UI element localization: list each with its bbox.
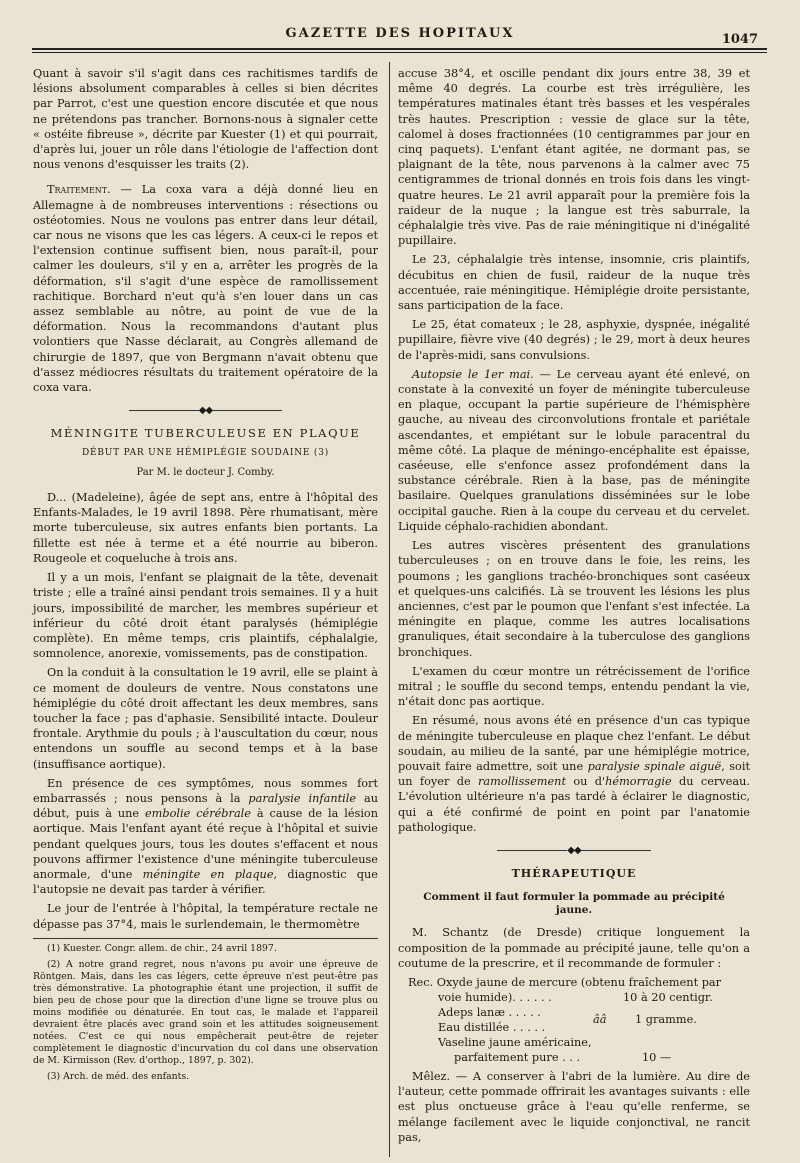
left-column: [33, 66, 378, 1087]
rx-amount: 1 gramme.: [635, 1012, 697, 1026]
text-run: En résumé, nous avons été en présence d'un cas typique de méningite tuberculeuse en plaque chez l'enfant. Le début soudain, au milieu de la santé, par une hémiplégie motrice, pouvait faire admettre, soit une: [398, 714, 750, 773]
header-rule-thick: [32, 48, 767, 50]
section-lead: Traitement.: [47, 183, 111, 197]
article-subtitle: DÉBUT PAR UNE HÉMIPLÉGIE SOUDAINE (3): [81, 447, 330, 458]
paragraph-resume: [398, 713, 750, 835]
paragraph-text: — Le cerveau ayant été enlevé, on constate à la convexité un foyer de méningite tuberculeuse en plaque, occupant la partie supérieure de l'hémisphère gauche, au niveau des circonvolutions frontale et pariétale ascendantes, et empiétant sur le lobule paracentral du même côté. La plaque de méningo-encéphalite est épaisse, caséeuse, elle s'enfonce assez profondément dans la substance cérébrale. Rien à la base, pas de méningite basilaire. Quelques granulations disséminées sur le lobe occipital gauche. Rien à la coupe du cerveau et du cervelet. Liquide céphalo-rachidien abondant.: [398, 367, 750, 533]
article-byline: Par M. le docteur J. Comby.: [136, 466, 275, 478]
footnote-2: (2) A notre grand regret, nous n'avons pu avoir une épreuve de Röntgen. Mais, dans les cas légers, cette épreuve n'est peut-être pas très démonstrative. La photographie étant une projection, il suffit de bien peu de chose pour que la direction d'une ligne se trouve plus ou moins modifiée ou dénaturée. En tout cas, le malade et l'appareil devraient être placés avec grand soin et les attitudes soigneusement notées. C'est ce qui nous empêcherait peut-être de rejeter complètement le diagnostic d'incurvation du col dans une observation de M. Kirmisson (Rev. d'orthop., 1897, p. 302).: [33, 958, 378, 1066]
paragraph: Mêlez. — A conserver à l'abri de la lumière. Au dire de l'auteur, cette pommade offrirait les avantages suivants : elle est plus onctueuse grâce à l'eau qu'elle renferme, se mélange facilement avec le liquide conjonctival, ne rancit pas,: [398, 1069, 750, 1144]
rx-ingredient: voie humide). . . . . .: [438, 990, 552, 1004]
rx-row: [398, 1005, 750, 1026]
footnote-1: (1) Kuester. Congr. allem. de chir., 24 avril 1897.: [47, 942, 277, 954]
paragraph: Le jour de l'entrée à l'hôpital, la température rectale ne dépasse pas 37°4, mais le surlendemain, le thermomètre: [33, 902, 378, 931]
rx-amount: 10 —: [641, 1050, 672, 1064]
paragraph: D... (Madeleine), âgée de sept ans, entre à l'hôpital des Enfants-Malades, le 19 avril 1898. Père rhumatisant, mère morte tuberculeuse, six autres enfants bien portants. La fillette est née à terme et a été nourrie au biberon. Rougeole et coqueluche à trois ans.: [33, 491, 378, 565]
paragraph: On la conduit à la consultation le 19 avril, elle se plaint à ce moment de douleurs de ventre. Nous constatons une hémiplégie du côté droit affectant les deux membres, sans toucher la face ; pas d'aphasie. Sensibilité intacte. Douleur frontale. Arythmie du pouls ; à l'auscultation du cœur, nous entendons un souffle au second temps et à la base (insuffisance aortique).: [33, 666, 378, 771]
paragraph: Il y a un mois, l'enfant se plaignait de la tête, devenait triste ; elle a traîné ainsi pendant trois semaines. Il y a huit jours, impossibilité de marcher, les membres supérieur et inférieur du côté droit étant paralysés (hémiplégie complète). En même temps, cris plaintifs, céphalalgie, somnolence, anorexie, vomissements, pas de constipation.: [33, 571, 378, 661]
rx-ingredient: Adeps lanæ . . . . .: [438, 1005, 541, 1019]
text-run: à cause de la lésion aortique. Mais l'enfant ayant été reçue à l'hôpital et suivie pendant quelques jours, tous les doutes s'effacent et nous pouvons affirmer l'existence d'une méningite tuberculeuse anormale, d'une: [33, 807, 379, 881]
rx-brace-aa: ââ: [593, 1012, 607, 1026]
paragraph-traitement: [33, 182, 378, 395]
section-subheading: Comment il faut formuler la pommade au précipité jaune.: [423, 891, 725, 917]
rx-ingredient: Vaseline jaune américaine,: [438, 1035, 592, 1049]
rx-ingredient: Eau distillée . . . . .: [438, 1020, 546, 1034]
rx-row: [398, 1035, 750, 1050]
italic-run: méningite en plaque: [142, 867, 274, 881]
italic-run: embolie cérébrale: [144, 807, 251, 821]
page-number: 1047: [721, 32, 758, 47]
rx-amount: 10 à 20 centigr.: [623, 990, 713, 1004]
italic-run: paralysie infantile: [248, 791, 357, 805]
rx-spacer: [591, 1050, 620, 1065]
paragraph: L'examen du cœur montre un rétrécissement de l'orifice mitral ; le souffle du second temps, entendu pendant la vie, n'était donc pas aortique.: [398, 664, 750, 709]
text-run: En présence de ces symptômes, nous sommes fort embarrassés ; nous pensons à la: [33, 776, 378, 805]
paragraph: Quant à savoir s'il s'agit dans ces rachitismes tardifs de lésions absolument comparables à celles si bien décrites par Parrot, c'est une question encore discutée et que nous ne prétendons pas trancher. Bornons-nous à signaler cette « ostéite fibreuse », décrite par Kuester (1) et qui pourrait, d'après lui, jouer un rôle dans l'étiologie de l'affection dont nous venons d'esquisser les traits (2).: [33, 67, 378, 172]
paragraph: Les autres viscères présentent des granulations tuberculeuses ; on en trouve dans le foie, les reins, les poumons ; les ganglions trachéo-bronchiques sont caséeux et quelques-uns calcifiés. Là se trouvent les lésions les plus anciennes, c'est par le poumon que l'enfant s'est infectée. La méningite en plaque, comme les autres localisations granuliques, était secondaire à la tuberculose des ganglions bronchiques.: [398, 539, 750, 659]
rx-ingredient: parfaitement pure . . .: [454, 1050, 581, 1064]
text-run: du cerveau. L'évolution ultérieure n'a pas tardé à éclairer le diagnostic, qui a été confirmé de point en point par l'anatomie pathologique.: [398, 775, 750, 834]
text-run: ou d': [565, 775, 606, 789]
paragraph: [33, 776, 378, 898]
italic-run: ramollissement: [478, 775, 566, 789]
rx-row: [398, 990, 750, 1005]
text-run: , soit un foyer de: [398, 759, 751, 789]
rx-row: [398, 1050, 750, 1065]
paragraph: Le 23, céphalalgie très intense, insomnie, cris plaintifs, décubitus en chien de fusil, raideur de la nuque très accentuée, raie méningitique. Hémiplégie droite persistante, sans participation de la face.: [398, 253, 750, 313]
header-rule-thin: [32, 52, 767, 53]
paragraph-text: — La coxa vara a déjà donné lieu en Allemagne à de nombreuses interventions : résections ou ostéotomies. Nous ne voulons pas entrer dans leur détail, car nous ne visons que les cas légers. A ceux-ci le repos et l'extension continue suffisent bien, nous paraît-il, pour calmer les douleurs, s'il y en a, arrêter les progrès de la déformation, s'il s'agit d'une espèce de ramollissement rachitique. Borchard n'eut qu'à s'en louer dans un cas assez semblable au nôtre, au point de vue de la déformation. Nous la recommandons d'autant plus volontiers que Nasse déclarait, au Congrès allemand de chirurgie de 1897, que von Bergmann n'avait obtenu que d'assez médiocres résultats du traitement opératoire de la coxa vara.: [33, 183, 378, 395]
paragraph-autopsie: [398, 367, 750, 534]
paragraph: M. Schantz (de Dresde) critique longuement la composition de la pommade au précipité jaune, telle qu'on a coutume de la prescrire, et il recommande de formuler :: [398, 926, 750, 970]
text-run: , diagnostic que l'autopsie ne devait pas tarder à vérifier.: [33, 867, 378, 897]
footnote-separator: [33, 938, 378, 939]
footnote-3: (3) Arch. de méd. des enfants.: [47, 1070, 190, 1082]
ornament-divider: ◆◆: [398, 843, 750, 858]
column-divider: [389, 62, 390, 1157]
section-title: THÉRAPEUTIQUE: [511, 867, 637, 881]
italic-run: hémorragie: [605, 775, 672, 789]
ornament-divider: ◆◆: [33, 403, 378, 418]
paragraph: accuse 38°4, et oscille pendant dix jours entre 38, 39 et même 40 degrés. La courbe est très irrégulière, les températures matinales étant très basses et les vespérales très hautes. Prescription : vessie de glace sur la tête, calomel à doses fractionnées (10 centigrammes par jour en cinq paquets). L'enfant étant agitée, ne dormant pas, se plaignant de la tête, nous parvenons à la calmer avec 75 centigrammes de trional donnés en trois fois dans les vingt-quatre heures. Le 21 avril apparaît pour la première fois la raideur de la nuque ; la langue est très saburrale, la céphalalgie très vive. Pas de raie méningitique ni d'inégalité pupillaire.: [398, 67, 750, 248]
text-run: au début, puis à une: [33, 791, 378, 821]
autopsy-lead: Autopsie le 1er mai.: [412, 367, 534, 381]
rx-spacer: [593, 990, 623, 1005]
italic-run: paralysie spinale aiguë: [587, 759, 722, 773]
article-title: MÉNINGITE TUBERCULEUSE EN PLAQUE: [50, 426, 361, 441]
page-header: [30, 22, 770, 62]
rx-line: Rec. Oxyde jaune de mercure (obtenu fraîchement par: [408, 975, 722, 989]
prescription-formula: [398, 975, 750, 1065]
paragraph: Le 25, état comateux ; le 28, asphyxie, dyspnée, inégalité pupillaire, fièvre vive (40 degrés) ; le 29, mort à deux heures de l'après-midi, sans convulsions.: [398, 318, 750, 362]
right-column: [398, 66, 750, 1149]
running-title: GAZETTE DES HOPITAUX: [285, 26, 515, 41]
